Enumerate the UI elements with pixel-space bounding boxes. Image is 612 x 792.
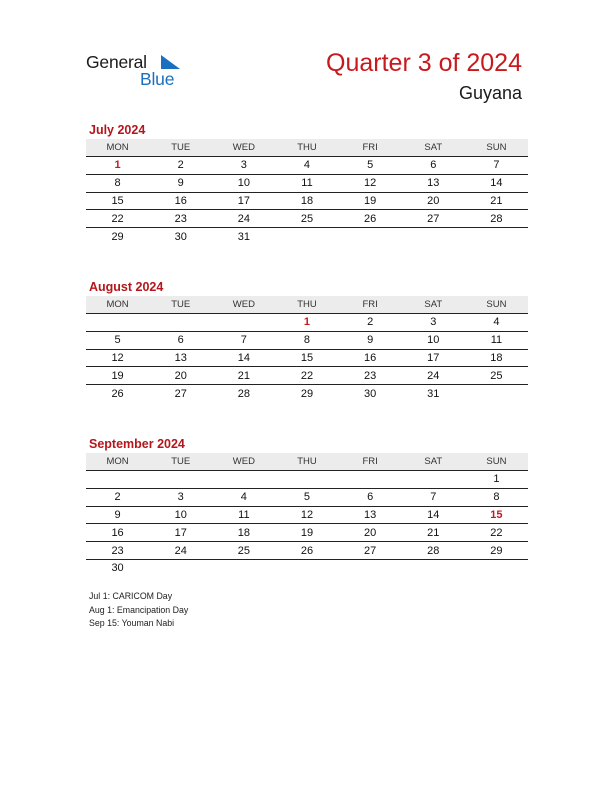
day-cell: 9	[114, 508, 121, 521]
week-row	[86, 385, 528, 402]
day-cell: 20	[174, 369, 187, 382]
day-cell: 23	[364, 369, 377, 382]
day-cell: 12	[364, 177, 377, 190]
day-cell: 29	[490, 544, 503, 557]
day-cell: 14	[237, 351, 250, 364]
logo-word-general: General	[86, 52, 147, 72]
day-cell: 19	[111, 369, 124, 382]
day-cell: 27	[364, 544, 377, 557]
week-row	[86, 542, 528, 560]
holiday-notes	[89, 590, 188, 631]
month-title: July 2024	[89, 123, 146, 137]
weekday-label: FRI	[362, 142, 378, 153]
weekday-header	[86, 453, 528, 471]
day-cell: 15	[300, 351, 314, 364]
month-calendar-september	[86, 435, 528, 577]
day-cell: 22	[111, 212, 124, 225]
day-cell: 12	[300, 508, 314, 521]
weekday-label: SUN	[486, 142, 507, 153]
day-cell: 11	[238, 508, 250, 521]
day-cell: 21	[490, 194, 503, 207]
holiday-note: Sep 15: Youman Nabi	[89, 618, 175, 628]
logo-triangle-icon	[159, 54, 181, 70]
weekday-label: THU	[297, 142, 317, 153]
week-row	[86, 228, 528, 245]
day-cell: 25	[237, 544, 250, 557]
weekday-label: TUE	[171, 142, 191, 153]
weekday-label: THU	[297, 456, 317, 467]
day-cell: 8	[493, 491, 500, 504]
day-cell: 19	[300, 526, 314, 539]
day-cell: 22	[300, 369, 314, 382]
weekday-label: MON	[106, 456, 129, 467]
day-cell: 22	[490, 526, 503, 539]
day-cell: 8	[114, 177, 121, 190]
day-cell: 5	[303, 491, 311, 504]
weekday-label: WED	[232, 456, 255, 467]
day-cell: 31	[427, 387, 440, 400]
week-row	[86, 350, 528, 368]
weeks	[86, 157, 528, 245]
day-cell: 16	[364, 351, 377, 364]
day-cell: 27	[427, 212, 440, 225]
page-title: Quarter 3 of 2024	[326, 49, 522, 77]
day-cell: 1	[114, 159, 121, 172]
weeks	[86, 314, 528, 402]
weekday-label: SUN	[486, 456, 507, 467]
weekday-label: WED	[232, 142, 255, 153]
weeks	[86, 471, 528, 577]
day-cell: 13	[174, 351, 187, 364]
country-name: Guyana	[458, 83, 522, 103]
day-cell: 30	[364, 387, 377, 400]
weekday-label: MON	[106, 299, 129, 310]
week-row	[86, 524, 528, 542]
day-cell: 24	[427, 369, 440, 382]
day-cell: 18	[300, 194, 314, 207]
day-cell: 10	[174, 508, 187, 521]
day-cell: 20	[427, 194, 440, 207]
weekday-label: MON	[106, 142, 129, 153]
week-row	[86, 314, 528, 332]
week-row	[86, 210, 528, 228]
day-cell: 10	[427, 334, 440, 347]
day-cell: 18	[237, 526, 250, 539]
weekday-label: SAT	[424, 299, 443, 310]
day-cell: 2	[177, 159, 184, 172]
day-cell: 1	[493, 473, 500, 486]
day-cell: 3	[430, 316, 437, 329]
day-cell: 1	[303, 316, 311, 329]
day-cell: 26	[111, 387, 124, 400]
week-row	[86, 193, 528, 211]
day-cell: 12	[111, 351, 124, 364]
day-cell: 7	[493, 159, 500, 172]
weekday-header	[86, 296, 528, 314]
day-cell: 15	[490, 508, 503, 521]
day-cell: 26	[300, 544, 314, 557]
day-cell: 18	[490, 351, 503, 364]
day-cell: 21	[427, 526, 440, 539]
weekday-label: TUE	[171, 456, 191, 467]
day-cell: 19	[364, 194, 377, 207]
day-cell: 28	[237, 387, 250, 400]
day-cell: 4	[493, 316, 500, 329]
weekday-label: TUE	[171, 299, 191, 310]
day-cell: 5	[367, 159, 374, 172]
day-cell: 30	[111, 562, 124, 575]
day-cell: 6	[177, 334, 184, 347]
day-cell: 5	[114, 334, 121, 347]
day-cell: 16	[174, 194, 187, 207]
weekday-label: FRI	[362, 456, 378, 467]
day-cell: 4	[240, 491, 247, 504]
day-cell: 24	[237, 212, 250, 225]
day-cell: 15	[111, 194, 124, 207]
day-cell: 3	[177, 491, 184, 504]
day-cell: 16	[111, 526, 124, 539]
day-cell: 4	[303, 159, 311, 172]
month-calendar-july	[86, 121, 528, 245]
weekday-label: SAT	[424, 456, 443, 467]
day-cell: 8	[303, 334, 311, 347]
day-cell: 25	[300, 212, 314, 225]
day-cell: 17	[174, 526, 187, 539]
day-cell: 21	[237, 369, 250, 382]
holiday-note: Aug 1: Emancipation Day	[89, 604, 189, 615]
month-title: August 2024	[89, 280, 164, 294]
weekday-label: SAT	[424, 142, 443, 153]
day-cell: 25	[490, 369, 503, 382]
day-cell: 13	[427, 177, 440, 190]
week-row	[86, 367, 528, 385]
day-cell: 10	[237, 177, 250, 190]
weekday-label: THU	[297, 299, 317, 310]
day-cell: 17	[237, 194, 250, 207]
week-row	[86, 489, 528, 507]
day-cell: 24	[174, 544, 187, 557]
generalblue-logo	[86, 50, 186, 92]
day-cell: 7	[240, 334, 247, 347]
day-cell: 29	[300, 387, 314, 400]
day-cell: 3	[240, 159, 247, 172]
day-cell: 11	[301, 177, 313, 190]
day-cell: 31	[237, 230, 250, 243]
day-cell: 11	[490, 334, 503, 347]
day-cell: 7	[430, 491, 437, 504]
day-cell: 28	[490, 212, 503, 225]
day-cell: 20	[364, 526, 377, 539]
holiday-note: Jul 1: CARICOM Day	[89, 591, 173, 601]
day-cell: 26	[364, 212, 377, 225]
day-cell: 29	[111, 230, 124, 243]
week-row	[86, 471, 528, 489]
day-cell: 2	[367, 316, 374, 329]
day-cell: 14	[490, 177, 503, 190]
weekday-label: SUN	[486, 299, 507, 310]
day-cell: 6	[367, 491, 374, 504]
day-cell: 14	[427, 508, 440, 521]
week-row	[86, 332, 528, 350]
month-calendar-august	[86, 278, 528, 402]
day-cell: 9	[367, 334, 374, 347]
day-cell: 9	[177, 177, 184, 190]
day-cell: 23	[174, 212, 187, 225]
day-cell: 30	[174, 230, 187, 243]
week-row	[86, 157, 528, 175]
day-cell: 28	[427, 544, 440, 557]
day-cell: 13	[364, 508, 377, 521]
week-row	[86, 507, 528, 525]
day-cell: 2	[114, 491, 121, 504]
day-cell: 17	[427, 351, 440, 364]
day-cell: 6	[430, 159, 437, 172]
weekday-header	[86, 139, 528, 157]
week-row	[86, 560, 528, 577]
weekday-label: FRI	[362, 299, 378, 310]
weekday-label: WED	[232, 299, 255, 310]
day-cell: 27	[174, 387, 187, 400]
day-cell: 23	[111, 544, 124, 557]
week-row	[86, 175, 528, 193]
month-title: September 2024	[89, 437, 185, 451]
logo-word-blue: Blue	[140, 69, 175, 89]
